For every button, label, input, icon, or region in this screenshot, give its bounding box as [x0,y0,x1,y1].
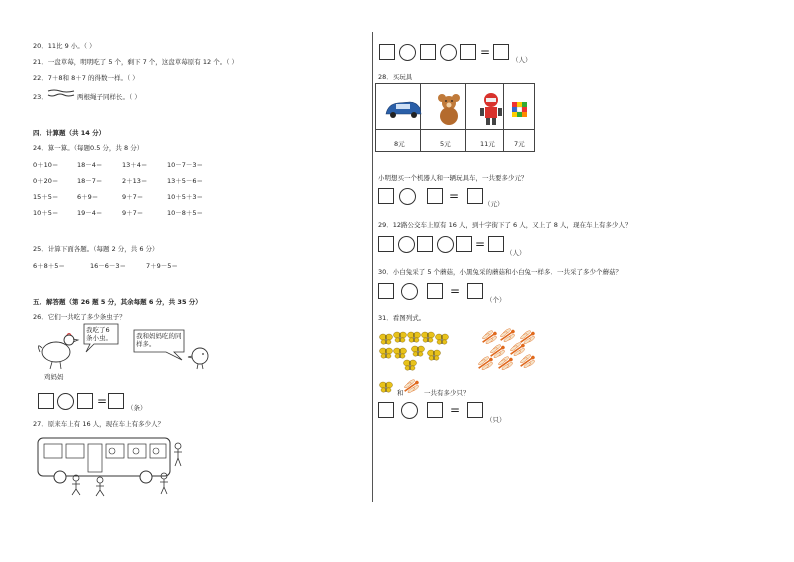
answer-box[interactable] [378,236,394,252]
unit-label: （条） [127,404,147,412]
section-4-title: 四．计算题（共 14 分） [33,129,106,137]
answer-box[interactable] [427,188,443,204]
column-divider [372,32,373,502]
hen-speech: 我吃了6条小虫。 [86,326,112,342]
operator-circle[interactable] [399,188,416,205]
butterfly-icon [380,348,393,358]
answer-box[interactable] [467,283,483,299]
calc-item: 18－7＝ [77,177,103,185]
operator-circle[interactable] [398,236,415,253]
answer-box[interactable] [488,236,504,252]
dragonfly-icon [496,354,516,372]
calc-item: 2＋13＝ [122,177,148,185]
operator-circle[interactable] [401,402,418,419]
calc-item: 10＋5＝ [33,209,59,217]
unit-label: （人） [512,56,532,64]
calc-item: 9＋7＝ [122,209,144,217]
butterfly-icon [394,332,407,342]
chick-speech: 我和妈妈吃的同样多。 [136,332,182,348]
calc-item: 0＋10＝ [33,161,59,169]
question-31: 31．看图列式。 [378,314,426,322]
butterfly-icon [404,360,417,370]
answer-box[interactable] [378,402,394,418]
equals-sign: = [450,403,461,417]
answer-box[interactable] [427,402,443,418]
dragonfly-icon [488,342,508,360]
question-26: 26．它们一共吃了多少条虫子？ [33,313,126,321]
butterfly-icon [422,332,435,342]
answer-box[interactable] [467,188,483,204]
question-31-ask: 一共有多少只？ [424,389,470,397]
toy-price-cube: 7元 [514,140,525,148]
answer-box[interactable] [38,393,54,409]
equals-sign: = [475,237,486,251]
answer-box[interactable] [493,44,509,60]
calc-item: 9＋7＝ [122,193,144,201]
dragonfly-icon [476,354,496,372]
teddy-bear-icon [438,94,460,125]
bus-illustration [36,434,188,498]
answer-box[interactable] [420,44,436,60]
butterfly-icon [394,348,407,358]
ropes-icon [47,88,75,100]
operator-circle[interactable] [401,283,418,300]
calc-item: 0＋20＝ [33,177,59,185]
calc-item: 10－8＋5＝ [167,209,204,217]
toy-price-bear: 5元 [440,140,451,148]
butterfly-icon [412,346,425,356]
answer-box[interactable] [456,236,472,252]
calc-item: 13＋4＝ [122,161,148,169]
dragonfly-icon [402,377,422,395]
answer-box[interactable] [427,283,443,299]
dragonfly-icon [498,326,518,344]
dragonfly-icon [518,352,538,370]
question-27: 27．原来车上有 16 人，现在车上有多少人？ [33,420,165,428]
operator-circle[interactable] [57,393,74,410]
equals-sign: = [97,394,108,408]
toy-price-robot: 11元 [480,140,495,148]
answer-box[interactable] [417,236,433,252]
operator-circle[interactable] [440,44,457,61]
question-30: 30．小白兔采了 5 个蘑菇，小黑兔采的蘑菇和小白兔一样多．一共采了多少个蘑菇？ [378,268,623,276]
butterfly-group [380,332,449,370]
question-23-number: 23． [33,93,48,101]
robot-icon [480,93,502,125]
butterfly-icon [436,334,449,344]
toys-images [380,90,530,128]
answer-box[interactable] [467,402,483,418]
question-28: 28．买玩具 [378,73,413,81]
calc-item: 13＋5－6＝ [167,177,204,185]
question-25: 25．计算下面各题。（每题 2 分，共 6 分） [33,245,159,253]
question-24: 24．算一算。（每题0.5 分，共 8 分） [33,144,144,152]
dragonfly-group [476,326,538,372]
equals-sign: = [480,45,491,59]
question-21: 21．一盘草莓，明明吃了 5 个，剩下 7 个，这盘草莓原有 12 个。（ ） [33,58,239,66]
unit-label: （元） [484,200,504,208]
and-label: 和 [397,389,404,397]
butterfly-icon [428,350,441,360]
equals-sign: = [450,284,461,298]
operator-circle[interactable] [399,44,416,61]
calc2-item-2: 16－6－3＝ [90,262,127,270]
unit-label: （个） [486,296,506,304]
operator-circle[interactable] [437,236,454,253]
answer-box[interactable] [378,283,394,299]
calc-item: 6＋9＝ [77,193,99,201]
answer-box[interactable] [108,393,124,409]
calc-item: 10＋5＋3＝ [167,193,204,201]
hen-label: 鸡妈妈 [44,373,64,381]
question-22: 22．7＋8和 8＋7 的得数一样。（ ） [33,74,139,82]
dragonfly-icon [480,328,500,346]
rubik-cube-icon [512,102,527,117]
answer-box[interactable] [378,188,394,204]
toy-price-car: 8元 [394,140,405,148]
answer-box[interactable] [460,44,476,60]
question-23: 两根绳子同样长。（ ） [77,93,141,101]
answer-box[interactable] [77,393,93,409]
calc2-item-1: 6＋8＋5＝ [33,262,65,270]
answer-box[interactable] [379,44,395,60]
butterfly-icon [380,334,393,344]
section-5-title: 五．解答题（第 26 题 5 分，其余每题 6 分，共 35 分） [33,298,202,306]
calc2-item-3: 7＋9－5＝ [146,262,178,270]
calc-item: 15＋5＝ [33,193,59,201]
butterfly-icon [408,332,421,342]
calc-item: 10－7－3＝ [167,161,204,169]
unit-label: （人） [506,249,526,257]
question-29: 29．12路公交车上原有 16 人，到十字街下了 6 人，又上了 8 人，现在车上有多少人？ [378,221,632,229]
question-28-ask: 小明想买一个机器人和一辆玩具车，一共要多少元？ [378,174,528,182]
calc-item: 19－4＝ [77,209,103,217]
question-20: 20．11比 9 小。（ ） [33,42,96,50]
calc-item: 18－4＝ [77,161,103,169]
equals-sign: = [449,189,460,203]
butterfly-icon [380,382,393,392]
unit-label: （只） [486,416,506,424]
